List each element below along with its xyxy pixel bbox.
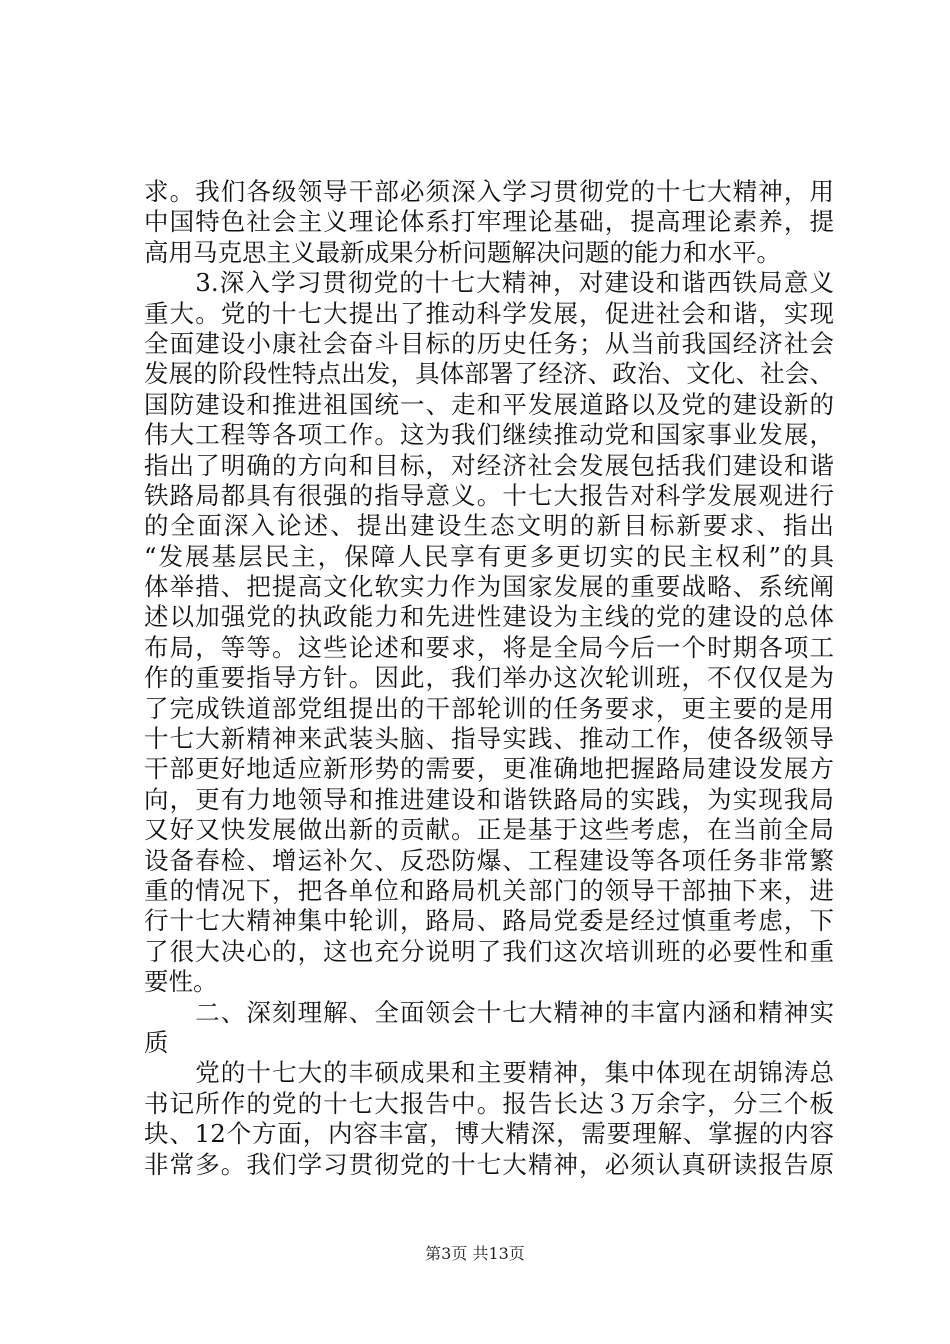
text-line: 向，更有力地领导和推进建设和谐铁路局的实践，为实现我局	[144, 784, 834, 814]
text-line: 要性。	[144, 967, 218, 997]
text-line: 述以加强党的执政能力和先进性建设为主线的党的建设的总体	[144, 602, 834, 632]
text-line: 十七大新精神来武装头脑、指导实践、推动工作，使各级领导	[144, 724, 834, 754]
text-line: 块、12个方面，内容丰富，博大精深，需要理解、掌握的内容	[144, 1119, 834, 1149]
section-heading-line: 质	[144, 1027, 169, 1057]
text-line: 的全面深入论述、提出建设生态文明的新目标新要求、指出	[144, 511, 834, 541]
text-line: 布局，等等。这些论述和要求，将是全局今后一个时期各项工	[144, 632, 834, 662]
text-line: 干部更好地适应新形势的需要，更准确地把握路局建设发展方	[144, 754, 834, 784]
text-line: 铁路局都具有很强的指导意义。十七大报告对科学发展观进行	[144, 480, 834, 510]
page-indicator: 第3页 共13页	[425, 1244, 525, 1263]
text-line: 伟大工程等各项工作。这为我们继续推动党和国家事业发展，	[144, 420, 834, 450]
text-line: 3.深入学习贯彻党的十七大精神，对建设和谐西铁局意义	[144, 268, 834, 298]
text-line: 高用马克思主义最新成果分析问题解决问题的能力和水平。	[144, 237, 781, 267]
text-line: 了完成铁道部党组提出的干部轮训的任务要求，更主要的是用	[144, 693, 834, 723]
text-line: 发展的阶段性特点出发，具体部署了经济、政治、文化、社会、	[144, 359, 834, 389]
text-line: 指出了明确的方向和目标，对经济社会发展包括我们建设和谐	[144, 450, 834, 480]
text-line: 全面建设小康社会奋斗目标的历史任务；从当前我国经济社会	[144, 328, 834, 358]
text-line: 重的情况下，把各单位和路局机关部门的领导干部抽下来，进	[144, 875, 834, 905]
body-text	[144, 177, 834, 1180]
text-line: 国防建设和推进祖国统一、走和平发展道路以及党的建设新的	[144, 389, 834, 419]
text-line: 求。我们各级领导干部必须深入学习贯彻党的十七大精神，用	[144, 177, 834, 206]
text-line: 又好又快发展做出新的贡献。正是基于这些考虑，在当前全局	[144, 815, 834, 845]
text-line: 中国特色社会主义理论体系打牢理论基础，提高理论素养，提	[144, 207, 834, 237]
text-line: 设备春检、增运补欠、反恐防爆、工程建设等各项任务非常繁	[144, 845, 834, 875]
text-line: 书记所作的党的十七大报告中。报告长达３万余字，分三个板	[144, 1088, 834, 1118]
text-line: 非常多。我们学习贯彻党的十七大精神，必须认真研读报告原	[144, 1149, 834, 1179]
section-heading-line: 二、深刻理解、全面领会十七大精神的丰富内涵和精神实	[144, 997, 834, 1027]
text-line: 重大。党的十七大提出了推动科学发展，促进社会和谐，实现	[144, 298, 834, 328]
text-line: 行十七大精神集中轮训，路局、路局党委是经过慎重考虑，下	[144, 906, 834, 936]
text-line: 党的十七大的丰硕成果和主要精神，集中体现在胡锦涛总	[144, 1058, 834, 1088]
text-line: 体举措、把提高文化软实力作为国家发展的重要战略、系统阐	[144, 572, 834, 602]
page-footer	[0, 1241, 950, 1264]
text-line: “发展基层民主，保障人民享有更多更切实的民主权利”的具	[144, 541, 834, 571]
text-line: 作的重要指导方针。因此，我们举办这次轮训班，不仅仅是为	[144, 663, 834, 693]
text-line: 了很大决心的，这也充分说明了我们这次培训班的必要性和重	[144, 936, 834, 966]
